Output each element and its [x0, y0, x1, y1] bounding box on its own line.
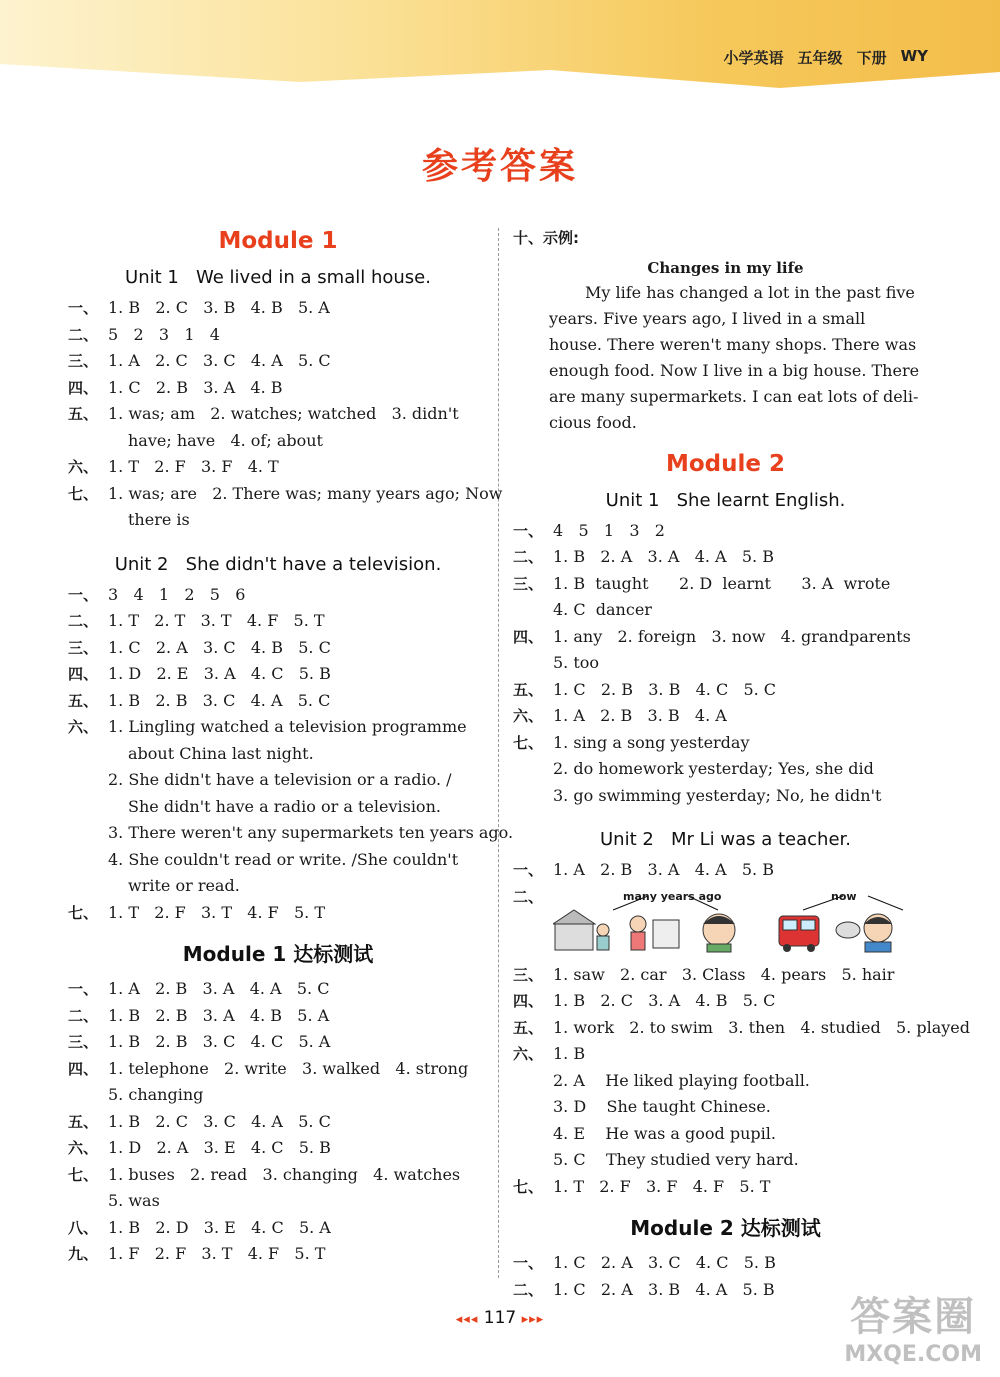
- answer-line: 5. changing: [108, 1085, 204, 1104]
- answer-line: 1. sing a song yesterday: [553, 732, 750, 752]
- answer-line: about China last night.: [128, 743, 314, 763]
- answer-label: 八、: [68, 1218, 99, 1237]
- module-2-title: Module 2: [665, 450, 786, 477]
- watermark-logo: 答案圈: [850, 1294, 977, 1340]
- answer-label: 一、: [513, 521, 544, 540]
- answer-line: there is: [128, 510, 190, 529]
- watermark: [844, 1285, 982, 1367]
- answer-line: 1. any 2. foreign 3. now 4. grandparents: [553, 626, 911, 646]
- answer-row: [513, 624, 938, 677]
- answer-label: 四、: [513, 992, 544, 1010]
- essay-line: are many supermarkets. I can eat lots of deli-: [549, 386, 919, 406]
- picture-answer-illustration: [553, 884, 938, 962]
- answer-row: [513, 730, 938, 810]
- answer-label: 二、: [68, 325, 99, 344]
- answer-row: [513, 962, 938, 989]
- answer-label: 一、: [68, 299, 99, 317]
- module-1-title: Module 1: [218, 228, 338, 254]
- answer-line: 4 5 1 3 2: [553, 520, 665, 540]
- answer-line: 1. T 2. T 3. T 4. F 5. T: [108, 611, 325, 630]
- picture-row-label: 二、: [513, 887, 544, 906]
- answer-line: 3. D She taught Chinese.: [553, 1097, 771, 1116]
- answer-label: 七、: [68, 484, 99, 503]
- essay-heading: [513, 225, 938, 252]
- answer-line: 4. E He was a good pupil.: [553, 1123, 776, 1143]
- answer-label: 一、: [513, 1254, 544, 1272]
- answer-line: 1. C 2. A 3. C 4. C 5. B: [553, 1253, 776, 1272]
- answer-label: 七、: [68, 1165, 99, 1184]
- answer-line: 1. B 2. D 3. E 4. C 5. A: [108, 1217, 331, 1237]
- answer-line: 1. D 2. E 3. A 4. C 5. B: [108, 664, 331, 683]
- edition-label: WY: [900, 47, 928, 65]
- answer-line: 5. C They studied very hard.: [553, 1150, 799, 1169]
- answer-line: 1. T 2. F 3. T 4. F 5. T: [108, 902, 326, 922]
- answer-label: 六、: [68, 1139, 99, 1157]
- answer-line: 1. B: [553, 1044, 586, 1063]
- prev-arrows-icon: ◂◂◂: [455, 1312, 479, 1327]
- answer-label: 一、: [513, 861, 544, 879]
- picture-answer-row: [513, 884, 938, 962]
- answer-row: [68, 976, 488, 1003]
- essay-line: My life has changed a lot in the past five: [585, 282, 915, 302]
- answer-row: [68, 322, 488, 349]
- now-caption: now: [831, 889, 857, 903]
- answer-row: [68, 375, 488, 402]
- answer-label: 五、: [68, 691, 99, 710]
- answer-row: [68, 635, 488, 662]
- module-2-unit-1-title: Unit 1 She learnt English.: [605, 489, 846, 511]
- answer-row: [68, 1056, 488, 1109]
- answer-line: She didn't have a radio or a television.: [128, 796, 441, 816]
- answer-line: 3 4 1 2 5 6: [108, 584, 246, 604]
- answer-row: [68, 1003, 488, 1030]
- answer-row: [513, 571, 938, 624]
- answer-label: 二、: [513, 548, 544, 566]
- essay-line: enough food. Now I live in a big house. There: [549, 360, 920, 380]
- answer-row: [513, 1041, 938, 1174]
- answer-line: 1. B 2. B 3. C 4. C 5. A: [108, 1032, 331, 1051]
- module-1-unit-1-title: Unit 1 We lived in a small house.: [125, 267, 431, 288]
- answer-label: 四、: [68, 1059, 99, 1078]
- answer-line: 1. saw 2. car 3. Class 4. pears 5. hair: [553, 964, 895, 984]
- answer-label: 五、: [513, 1018, 544, 1037]
- module-2-unit-2-answers: [513, 962, 970, 1201]
- answer-label: 三、: [68, 352, 99, 370]
- answer-row: [68, 900, 488, 927]
- answer-row: [513, 1250, 938, 1277]
- answer-row: [68, 1215, 488, 1242]
- answer-label: 七、: [513, 1177, 544, 1196]
- answer-label: 三、: [68, 638, 99, 657]
- answer-label: 五、: [68, 405, 99, 423]
- answer-label: 二、: [68, 612, 99, 630]
- watermark-url: MXQE.COM: [844, 1342, 982, 1367]
- answer-row: [513, 518, 938, 545]
- answer-row: [68, 348, 488, 375]
- answer-label: 六、: [68, 458, 99, 476]
- page-title: 参考答案: [421, 146, 578, 187]
- page-number: 117: [483, 1308, 517, 1328]
- answer-label: 三、: [68, 1033, 99, 1051]
- answer-label: 四、: [513, 627, 544, 646]
- answer-row: [68, 454, 488, 481]
- answer-label: 二、: [513, 1280, 544, 1299]
- answer-row: [68, 582, 488, 609]
- essay-line: house. There weren't many shops. There was: [549, 334, 917, 354]
- answer-line: 1. B 2. C 3. B 4. B 5. A: [108, 298, 330, 317]
- answer-line: 2. She didn't have a television or a radio. /: [108, 770, 452, 789]
- essay-title: Changes in my life: [647, 258, 804, 277]
- answer-row: [68, 295, 488, 322]
- answer-line: 1. B 2. C 3. C 4. A 5. C: [108, 1111, 331, 1131]
- subject-label: 小学英语: [723, 49, 784, 67]
- answer-row: [68, 1162, 488, 1215]
- answer-row: [68, 401, 488, 454]
- essay-body: [513, 280, 938, 436]
- answer-line: 3. There weren't any supermarkets ten years ago.: [108, 823, 514, 842]
- answer-row: [68, 1241, 488, 1268]
- answer-row: [68, 1029, 488, 1056]
- answer-label: 三、: [513, 965, 544, 984]
- next-arrows-icon: ▸▸▸: [521, 1312, 545, 1327]
- answer-line: 1. Lingling watched a television programme: [108, 717, 467, 736]
- answer-line: 1. T 2. F 3. F 4. F 5. T: [553, 1176, 771, 1196]
- module-2-unit-1-answers: [513, 518, 938, 810]
- answer-row: [513, 703, 938, 730]
- module-1-unit-2-answers: [68, 582, 514, 927]
- answer-line: 1. A 2. B 3. A 4. A 5. B: [553, 860, 774, 879]
- module-2-test-title: Module 2 达标测试: [630, 1216, 821, 1240]
- answer-row: [68, 608, 488, 635]
- answer-label: 七、: [513, 733, 544, 752]
- answer-row: [513, 677, 938, 704]
- answer-line: 1. A 2. B 3. B 4. A: [553, 706, 727, 725]
- module-2-unit-2-title: Unit 2 Mr Li was a teacher.: [600, 829, 851, 850]
- answer-line: 1. B 2. A 3. A 4. A 5. B: [553, 547, 774, 566]
- module-1-unit-2-title: Unit 2 She didn't have a television.: [114, 553, 442, 575]
- old-house-picture-icon: [553, 910, 609, 950]
- answer-line: 1. A 2. B 3. A 4. A 5. C: [108, 979, 330, 998]
- boy-computer-picture-icon: [836, 914, 892, 952]
- answer-line: write or read.: [128, 876, 240, 895]
- answer-row: [68, 481, 503, 534]
- answer-line: 2. do homework yesterday; Yes, she did: [553, 759, 874, 778]
- answer-line: 1. telephone 2. write 3. walked 4. strong: [108, 1058, 469, 1078]
- answer-label: 六、: [513, 1045, 544, 1063]
- answer-line: 5. too: [553, 653, 600, 672]
- answer-line: 1. B 2. B 3. C 4. A 5. C: [108, 690, 331, 710]
- answer-row: [68, 688, 488, 715]
- answer-line: 1. buses 2. read 3. changing 4. watches: [108, 1164, 461, 1184]
- girl-teacher-picture-icon: [630, 916, 679, 950]
- answer-line: 1. B 2. B 3. A 4. B 5. A: [108, 1005, 330, 1025]
- essay-line: years. Five years ago, I lived in a small: [549, 308, 866, 328]
- answer-line: 1. C 2. A 3. B 4. A 5. B: [553, 1279, 775, 1299]
- answer-line: have; have 4. of; about: [128, 430, 323, 450]
- answer-row: [68, 714, 514, 900]
- left-column: [68, 225, 514, 1268]
- bus-picture-icon: [779, 916, 819, 952]
- answer-line: 1. work 2. to swim 3. then 4. studied 5. played: [553, 1017, 970, 1037]
- answer-label: 六、: [513, 707, 544, 725]
- answer-label: 四、: [68, 378, 99, 397]
- answer-row: [513, 1174, 938, 1201]
- answer-line: 1. C 2. B 3. B 4. C 5. C: [553, 679, 777, 699]
- answer-line: 1. D 2. A 3. E 4. C 5. B: [108, 1138, 331, 1157]
- answer-line: 1. B 2. C 3. A 4. B 5. C: [553, 991, 776, 1010]
- answer-line: 5 2 3 1 4: [108, 324, 220, 344]
- module-1-test-title: Module 1 达标测试: [182, 942, 374, 966]
- answer-label: 四、: [68, 665, 99, 683]
- term-label: 下册: [856, 49, 887, 67]
- boy-face-picture-icon: [703, 914, 735, 952]
- answer-label: 五、: [68, 1112, 99, 1131]
- answer-line: 4. C dancer: [553, 600, 652, 619]
- book-meta: [724, 47, 928, 68]
- answer-line: 4. She couldn't read or write. /She couldn't: [108, 849, 459, 869]
- module-2-unit-2-first: [513, 857, 938, 884]
- answer-label: 九、: [68, 1245, 99, 1263]
- answer-line: 1. B taught 2. D learnt 3. A wrote: [553, 573, 891, 593]
- module-1-test-answers: [68, 976, 488, 1268]
- answer-line: 2. A He liked playing football.: [553, 1070, 810, 1090]
- answer-line: 1. was; are 2. There was; many years ago; Now: [108, 483, 503, 503]
- answer-line: 1. A 2. C 3. C 4. A 5. C: [108, 351, 331, 370]
- grade-label: 五年级: [797, 49, 843, 67]
- answer-line: 1. F 2. F 3. T 4. F 5. T: [108, 1244, 326, 1263]
- answer-row: [68, 1109, 488, 1136]
- answer-label: 二、: [68, 1006, 99, 1025]
- answer-label: 六、: [68, 718, 99, 736]
- right-column: [513, 225, 970, 1303]
- answer-row: [513, 544, 938, 571]
- section-ten-label: 十、示例:: [513, 229, 579, 247]
- answer-line: 1. C 2. A 3. C 4. B 5. C: [108, 637, 331, 657]
- answer-label: 一、: [68, 585, 99, 604]
- answer-line: 3. go swimming yesterday; No, he didn't: [553, 785, 882, 805]
- answer-label: 五、: [513, 680, 544, 699]
- many-years-ago-caption: many years ago: [623, 889, 722, 903]
- answer-label: 七、: [68, 903, 99, 922]
- answer-line: 1. C 2. B 3. A 4. B: [108, 377, 283, 397]
- answer-row: [513, 857, 938, 884]
- essay-line: cious food.: [549, 412, 637, 432]
- answer-line: 5. was: [108, 1191, 160, 1210]
- answer-row: [513, 988, 938, 1015]
- answer-row: [513, 1015, 970, 1042]
- answer-label: 一、: [68, 980, 99, 998]
- answer-label: 三、: [513, 574, 544, 593]
- answer-line: 1. was; am 2. watches; watched 3. didn't: [108, 404, 459, 423]
- answer-line: 1. T 2. F 3. F 4. T: [108, 457, 279, 476]
- module-1-unit-1-answers: [68, 295, 503, 534]
- answer-row: [68, 661, 488, 688]
- answer-row: [68, 1135, 488, 1162]
